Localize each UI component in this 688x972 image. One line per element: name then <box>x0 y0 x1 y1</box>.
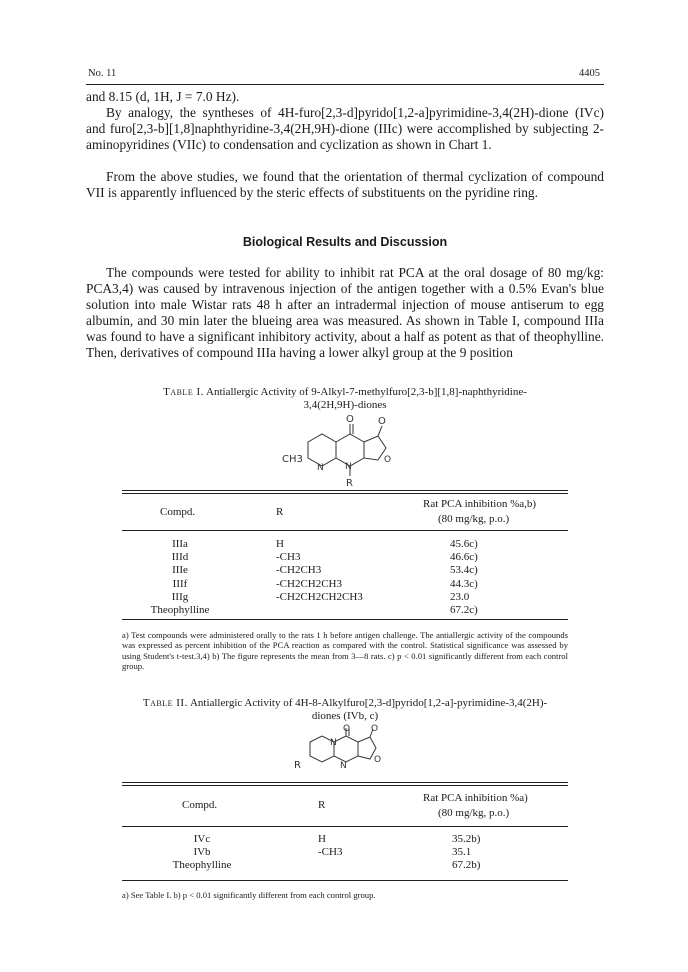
table1-cell-compd: IIIa <box>172 538 188 550</box>
table1-footnote: a) Test compounds were administered orally to the rats 1 h before antigen challenge. The antiallergic activity of the compounds was expressed as percent inhibition of the PCA reaction as compared with the control. Statistical significance was assessed by using Student's t-test.3,4) b) The figure represents the mean from 3—8 rats. c) p < 0.01 significantly different from each control group. <box>122 630 568 671</box>
table2-footnote: a) See Table I. b) p < 0.01 significantly different from each control group. <box>122 890 376 900</box>
table1-cell-r: -CH2CH3 <box>276 564 322 577</box>
table2-header-rule <box>122 826 568 827</box>
table1-header-pca-sub: (80 mg/kg, p.o.) <box>438 513 510 525</box>
table1-title: Antiallergic Activity of 9-Alkyl-7-methylfuro[2,3-b][1,8]-naphthyridine-3,4(2H,9H)-diones <box>206 386 527 411</box>
paragraph-intro: and 8.15 (d, 1H, J = 7.0 Hz). <box>86 89 240 104</box>
table1-cell-r: -CH3 <box>276 551 301 564</box>
struct2-ring-o: O <box>374 755 382 765</box>
table2-cell-val: 35.2b) <box>452 833 481 845</box>
header-rule <box>86 84 604 85</box>
table1-label: Table I. <box>163 386 204 398</box>
struct2-n1: N <box>330 738 337 748</box>
struct1-ring-o: O <box>384 455 392 465</box>
table2-header-pca: Rat PCA inhibition %a) <box>423 792 528 804</box>
table2-cell-val: 35.1 <box>452 846 472 859</box>
table1-cell-compd: IIIe <box>172 564 188 577</box>
table2-structure <box>290 724 400 776</box>
table1-cell-val: 53.4c) <box>450 564 478 577</box>
table2-bottom-rule <box>122 880 568 881</box>
table2-cell-val: 67.2b) <box>452 859 481 872</box>
table1-cell-r: -CH2CH2CH3 <box>276 577 343 590</box>
table1-caption <box>140 386 550 412</box>
table2-cell-compd: IVc <box>193 833 211 845</box>
table2-title: Antiallergic Activity of 4H-8-Alkylfuro[2,3-d]pyrido[1,2-a]-pyrimidine-3,4(2H)-diones (IVb, c) <box>189 697 548 722</box>
struct2-oxo-1: O <box>343 724 351 734</box>
table2-caption <box>140 697 550 723</box>
section-title: Biological Results and Discussion <box>242 235 448 249</box>
struct1-r: R <box>346 478 353 489</box>
table2-label: Table II. <box>142 697 188 709</box>
paragraph-biological: The compounds were tested for ability to inhibit rat PCA at the oral dosage of 80 mg/kg: PCA3,4) was caused by intravenous injection of the antigen together with a 0.5% Evan's blue solution into male Wistar rats 48 h after an intradermal injection of mouse antiserum to egg albumin, and 30 min later the blueing area was measured. As shown in Table I, compound IIIa was found to have a significant inhibitory activity, about a half as potent as that of theophylline. Then, derivatives of compound IIIa having a lower alkyl group at the 9 position <box>86 265 604 361</box>
journal-issue: No. 11 <box>88 68 117 79</box>
table2-cell-r: -CH3 <box>318 846 343 859</box>
page-number: 4405 <box>579 68 600 79</box>
table1-cell-compd: IIId <box>171 551 189 564</box>
table1-cell-val: 44.3c) <box>450 577 478 590</box>
table1-header-pca: Rat PCA inhibition %a,b) <box>423 498 537 510</box>
table1-top-rule <box>122 490 568 494</box>
table1-header-rule <box>122 530 568 531</box>
table1-cell-val: 46.6c) <box>450 551 478 564</box>
struct2-r: R <box>294 760 301 771</box>
struct1-n1: N <box>317 463 324 473</box>
table2-header-compd: Compd. <box>182 799 218 811</box>
table2-header-pca-sub: (80 mg/kg, p.o.) <box>438 807 510 819</box>
table1-cell-val: 23.0 <box>450 590 470 603</box>
table2-cell-compd: IVb <box>193 846 211 859</box>
table2-header-r: R <box>318 799 326 811</box>
table1-cell-compd: Theophylline <box>150 604 210 616</box>
table2-cell-r: H <box>318 833 326 845</box>
table2-cell-compd: Theophylline <box>172 859 232 872</box>
table1-structure <box>280 412 410 490</box>
paragraph-synthesis: By analogy, the syntheses of 4H-furo[2,3-d]pyrido[1,2-a]pyrimidine-3,4(2H)-dione (IVc) and furo[2,3-b][1,8]naphthyridine-3,4(2H,9H)-dione (IIIc) were accomplished by subjecting 2-aminopyridines (VIIc) to condensation and cyclization as shown in Chart 1. <box>86 105 604 153</box>
table1-cell-compd: IIIf <box>172 577 188 590</box>
table1-cell-r: -CH2CH2CH2CH3 <box>276 590 363 603</box>
struct1-oxo-1: O <box>346 414 354 425</box>
table1-bottom-rule <box>122 619 568 620</box>
struct1-oxo-2: O <box>378 416 386 427</box>
table1-header-compd: Compd. <box>160 506 196 518</box>
struct2-oxo-2: O <box>371 724 379 734</box>
table1-cell-compd: IIIg <box>171 590 189 603</box>
struct1-n2: N <box>345 462 352 472</box>
table1-cell-val: 67.2c) <box>450 604 478 616</box>
struct1-methyl: CH3 <box>282 454 303 465</box>
paragraph-studies: From the above studies, we found that the orientation of thermal cyclization of compound VII is apparently influenced by the steric effects of substituents on the pyridine ring. <box>86 169 604 201</box>
table1-cell-r: H <box>276 538 284 550</box>
table2-top-rule <box>122 782 568 786</box>
struct2-n2: N <box>340 761 347 771</box>
table1-cell-val: 45.6c) <box>450 538 478 550</box>
table1-header-r: R <box>276 506 284 518</box>
